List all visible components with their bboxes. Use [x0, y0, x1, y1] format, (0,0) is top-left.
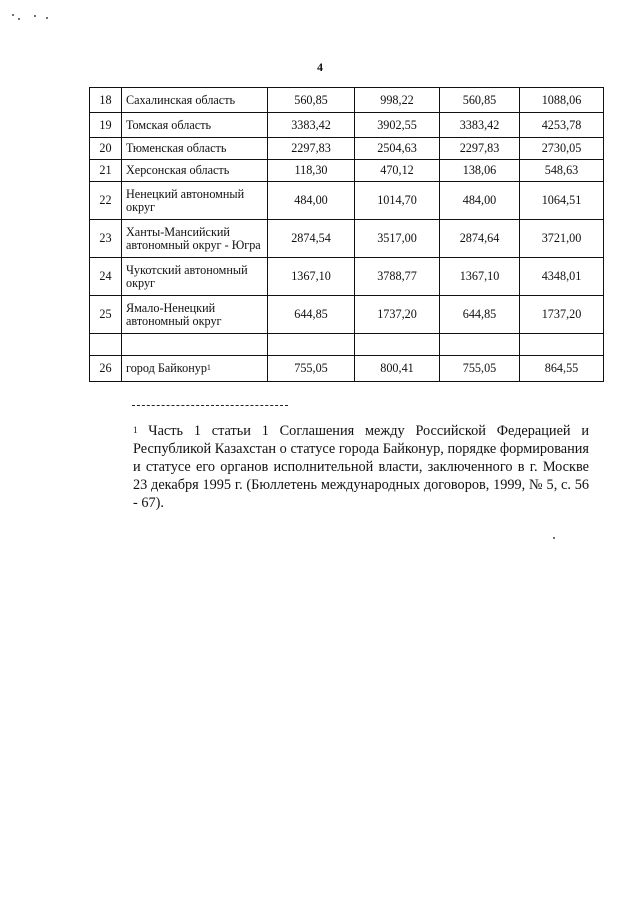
value-col-1-text: 560,85	[294, 92, 328, 107]
footnote-paragraph	[103, 422, 589, 512]
region-name-text: Ямало-Ненецкий автономный округ	[126, 300, 222, 328]
value-col-4	[520, 113, 604, 138]
table-row	[90, 296, 604, 334]
row-number-text: 22	[99, 193, 112, 207]
value-col-3	[440, 88, 520, 113]
value-col-4-text: 1064,51	[541, 193, 582, 207]
row-number	[90, 138, 122, 160]
value-col-3-text: 1367,10	[459, 269, 500, 283]
value-col-3	[440, 138, 520, 160]
value-col-3-text: 484,00	[462, 193, 497, 207]
value-col-2	[355, 88, 440, 113]
row-number-text: 21	[99, 163, 112, 177]
row-number	[90, 334, 122, 356]
table-row	[90, 182, 604, 220]
value-col-2-text: 470,12	[380, 163, 414, 177]
value-col-2	[355, 220, 440, 258]
value-col-3	[440, 220, 520, 258]
value-col-4	[520, 182, 604, 220]
row-number	[90, 113, 122, 138]
allocation-table	[89, 87, 604, 382]
table-row	[90, 258, 604, 296]
region-name	[122, 356, 268, 382]
value-col-4-text: 1737,20	[541, 307, 582, 321]
value-col-3-text: 3383,42	[459, 117, 500, 132]
region-name-text: Сахалинская область	[126, 92, 236, 107]
region-name	[122, 88, 268, 113]
value-col-2-text: 800,41	[380, 361, 414, 375]
value-col-1-text: 1367,10	[291, 269, 331, 283]
value-col-1-text: 484,00	[294, 193, 328, 207]
scan-speck	[12, 14, 14, 16]
region-name-text: Ханты-Мансийский автономный округ - Югра	[126, 224, 261, 252]
row-number	[90, 258, 122, 296]
value-col-4-text: 1088,06	[541, 92, 582, 107]
table-row	[90, 220, 604, 258]
value-col-3	[440, 160, 520, 182]
table-body	[90, 88, 604, 382]
table-row	[90, 138, 604, 160]
value-col-4-text: 2730,05	[541, 141, 582, 155]
value-col-1-text: 2297,83	[291, 141, 331, 155]
value-col-1-text: 2874,54	[291, 231, 331, 245]
value-col-4-text: 864,55	[544, 361, 579, 375]
value-col-2-text: 2504,63	[377, 141, 417, 155]
footnote-reference: 1	[206, 363, 211, 372]
footnote-text: Часть 1 статьи 1 Соглашения между Российской Федерацией и Республикой Казахстан о статусе города Байконур, порядке формирования и статусе его органов исполнительной власти, заключенного в г. Москве 23 декабря 1995 г. (Бюллетень международных договоров, 1999, № 5, с. 56 - 67).	[133, 423, 589, 511]
value-col-3-text: 138,06	[462, 163, 497, 177]
value-col-2	[355, 160, 440, 182]
value-col-2	[355, 113, 440, 138]
row-number	[90, 182, 122, 220]
row-number-text: 25	[99, 307, 112, 321]
table-row	[90, 113, 604, 138]
row-number-text: 18	[99, 92, 112, 107]
value-col-3-text: 644,85	[462, 307, 497, 321]
region-name	[122, 113, 268, 138]
region-name-text: Чукотский автономный округ	[126, 262, 248, 290]
value-col-2	[355, 138, 440, 160]
region-name	[122, 296, 268, 334]
value-col-2-text: 1737,20	[377, 307, 417, 321]
value-col-1	[268, 296, 355, 334]
value-col-4	[520, 296, 604, 334]
row-number-text: 26	[99, 361, 112, 375]
value-col-2	[355, 182, 440, 220]
row-number	[90, 220, 122, 258]
region-name	[122, 182, 268, 220]
region-name-text: Тюменская область	[126, 141, 227, 155]
scan-speck	[46, 17, 48, 19]
region-name	[122, 258, 268, 296]
row-number-text: 20	[99, 141, 112, 155]
value-col-2-text: 3517,00	[377, 231, 417, 245]
value-col-3	[440, 258, 520, 296]
footnote-mark: 1	[133, 425, 138, 435]
value-col-3	[440, 356, 520, 382]
value-col-4-text: 4348,01	[541, 269, 582, 283]
value-col-4	[520, 160, 604, 182]
value-col-3-text: 755,05	[462, 361, 497, 375]
region-name-text: Ненецкий автономный округ	[126, 186, 245, 214]
value-col-1	[268, 138, 355, 160]
row-number-text: 24	[99, 269, 112, 283]
value-col-2	[355, 258, 440, 296]
value-col-3	[440, 182, 520, 220]
region-name-text: Томская область	[126, 117, 212, 132]
region-name	[122, 334, 268, 356]
row-number	[90, 356, 122, 382]
value-col-1-text: 118,30	[294, 163, 328, 177]
value-col-4	[520, 138, 604, 160]
value-col-1-text: 644,85	[294, 307, 328, 321]
row-number	[90, 160, 122, 182]
value-col-2-text: 3902,55	[377, 117, 417, 132]
value-col-1	[268, 334, 355, 356]
value-col-3	[440, 296, 520, 334]
value-col-2	[355, 296, 440, 334]
scan-speck	[34, 15, 36, 17]
region-name-text: город Байконур	[126, 361, 207, 375]
value-col-4	[520, 334, 604, 356]
value-col-1	[268, 182, 355, 220]
value-col-1-text: 755,05	[294, 361, 328, 375]
value-col-3-text: 560,85	[462, 92, 497, 107]
value-col-3-text: 2297,83	[459, 141, 500, 155]
value-col-2	[355, 356, 440, 382]
row-number	[90, 296, 122, 334]
region-name-text: Херсонская область	[126, 163, 230, 177]
value-col-3	[440, 334, 520, 356]
value-col-4	[520, 88, 604, 113]
value-col-4-text: 4253,78	[541, 117, 582, 132]
table-row	[90, 88, 604, 113]
page-number: 4	[317, 60, 323, 74]
value-col-3-text: 2874,64	[459, 231, 500, 245]
value-col-2	[355, 334, 440, 356]
table-row	[90, 334, 604, 356]
region-name	[122, 138, 268, 160]
value-col-2-text: 998,22	[380, 92, 414, 107]
table-row	[90, 160, 604, 182]
row-number-text: 23	[99, 231, 112, 245]
row-number-text: 19	[99, 117, 112, 132]
value-col-2-text: 3788,77	[377, 269, 417, 283]
value-col-4	[520, 356, 604, 382]
region-name	[122, 160, 268, 182]
value-col-2-text: 1014,70	[377, 193, 417, 207]
footnote	[103, 422, 589, 512]
footnote-separator	[132, 405, 288, 406]
value-col-4-text: 548,63	[544, 163, 579, 177]
value-col-1-text: 3383,42	[291, 117, 331, 132]
value-col-1	[268, 356, 355, 382]
value-col-3	[440, 113, 520, 138]
scan-speck	[18, 18, 20, 20]
value-col-4-text: 3721,00	[541, 231, 582, 245]
value-col-1	[268, 220, 355, 258]
scan-speck	[553, 537, 555, 539]
value-col-4	[520, 258, 604, 296]
region-name	[122, 220, 268, 258]
value-col-1	[268, 88, 355, 113]
value-col-1	[268, 160, 355, 182]
value-col-1	[268, 258, 355, 296]
row-number	[90, 88, 122, 113]
value-col-4	[520, 220, 604, 258]
table-row	[90, 356, 604, 382]
value-col-1	[268, 113, 355, 138]
